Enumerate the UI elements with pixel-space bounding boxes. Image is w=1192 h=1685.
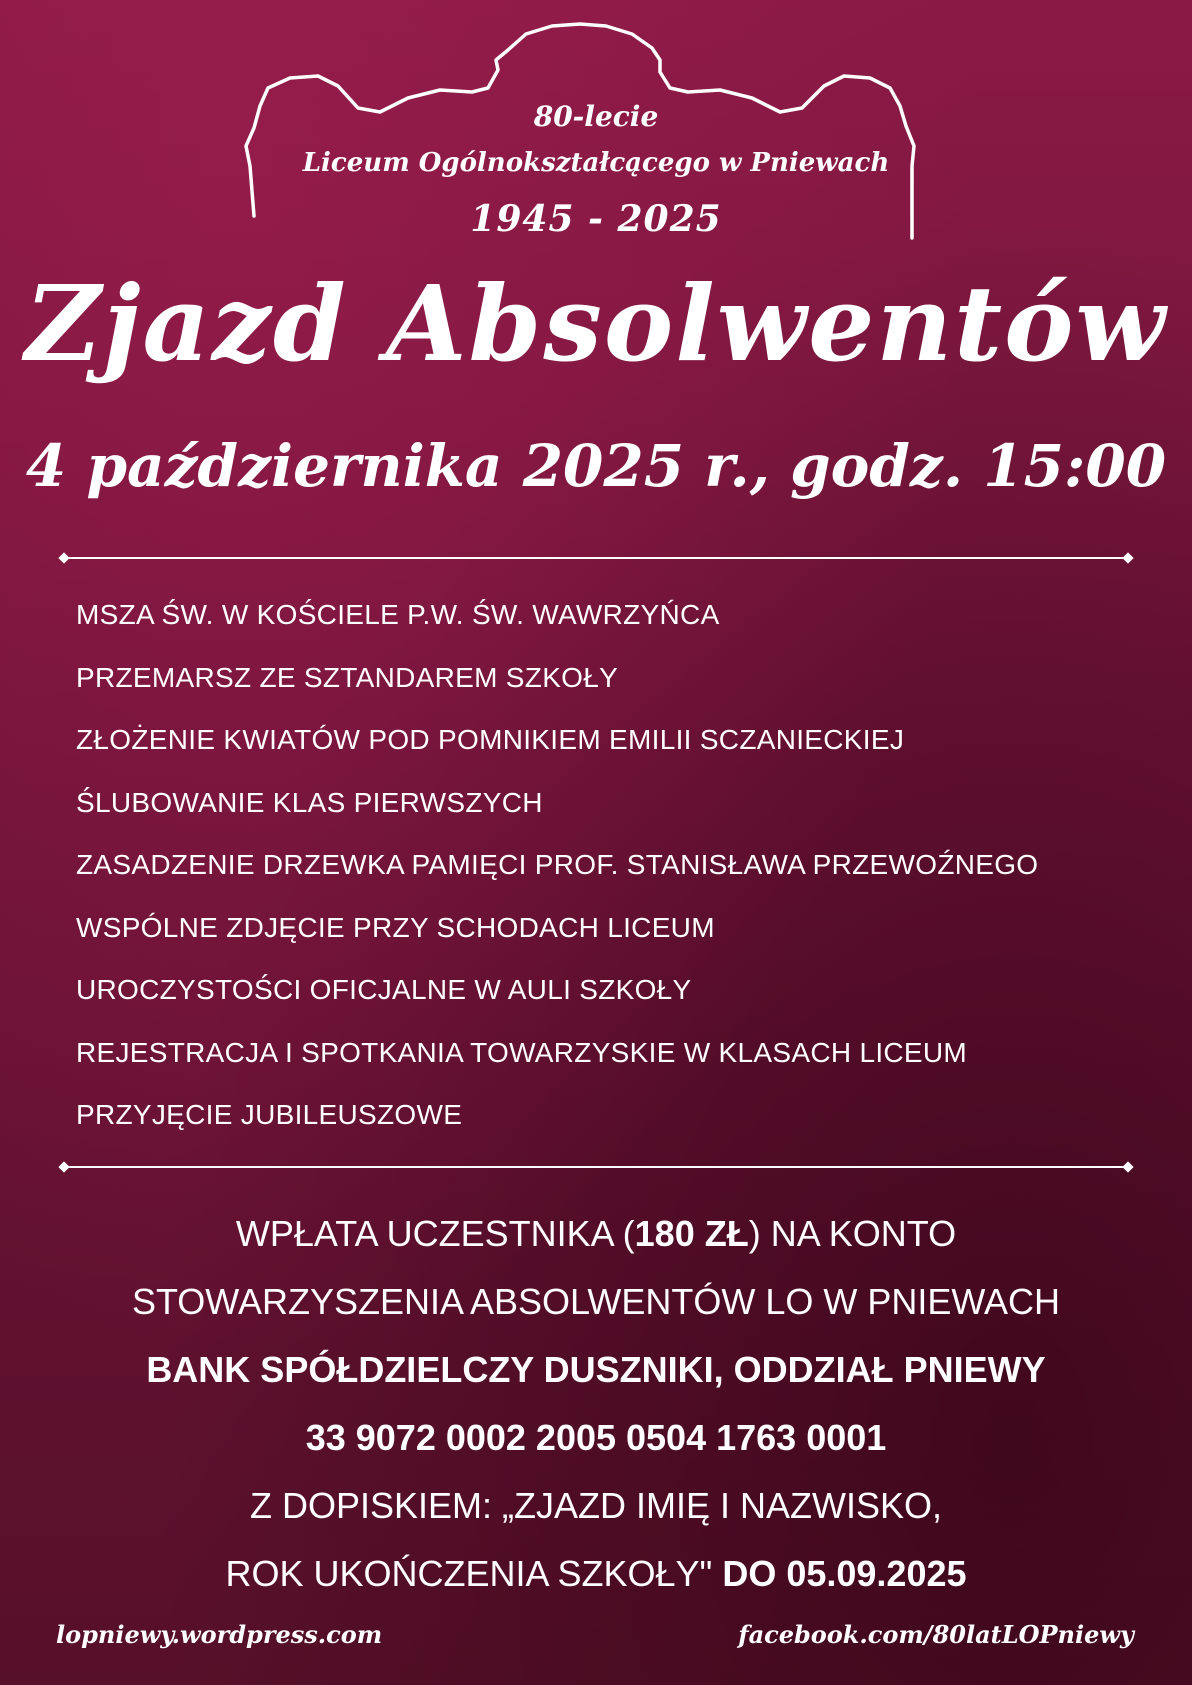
anniversary-label: 80-lecie: [533, 100, 659, 133]
transfer-note-line2: [0, 1540, 1192, 1608]
program-item: REJESTRACJA I SPOTKANIA TOWARZYSKIE W KLASACH LICEUM: [76, 1036, 968, 1068]
divider-bottom: [60, 1160, 1132, 1174]
transfer-note-text: ROK UKOŃCZENIA SZKOŁY": [225, 1553, 723, 1594]
program-item: ŚLUBOWANIE KLAS PIERWSZYCH: [76, 786, 543, 818]
program-item: ZŁOŻENIE KWIATÓW POD POMNIKIEM EMILII SCZANIECKIEJ: [76, 724, 905, 755]
transfer-note-line1: Z DOPISKIEM: „ZJAZD IMIĘ I NAZWISKO,: [249, 1485, 943, 1526]
payment-info: [0, 1200, 1192, 1608]
divider-line: [66, 557, 1126, 559]
program-item: PRZEMARSZ ZE SZTANDAREM SZKOŁY: [76, 661, 619, 693]
program-item: MSZA ŚW. W KOŚCIELE P.W. ŚW. WAWRZYŃCA: [76, 599, 720, 630]
diamond-icon: [58, 552, 69, 563]
page-title: Zjazd Absolwentów: [25, 262, 1167, 385]
facebook-link[interactable]: facebook.com/80latLOPniewy: [738, 1620, 1134, 1649]
diamond-icon: [1122, 1161, 1133, 1172]
account-number: 33 9072 0002 2005 0504 1763 0001: [305, 1417, 887, 1458]
school-name: Liceum Ogólnokształcącego w Pniewach: [302, 148, 890, 178]
website-link[interactable]: lopniewy.wordpress.com: [56, 1620, 383, 1649]
bank-name: BANK SPÓŁDZIELCZY DUSZNIKI, ODDZIAŁ PNIEWY: [146, 1349, 1046, 1390]
program-item: UROCZYSTOŚCI OFICJALNE W AULI SZKOŁY: [76, 974, 692, 1005]
divider-top: [60, 551, 1132, 565]
diamond-icon: [1122, 552, 1133, 563]
payment-fee-text-a: WPŁATA UCZESTNIKA (: [235, 1213, 635, 1254]
payment-deadline: DO 05.09.2025: [722, 1553, 967, 1594]
divider-line: [66, 1166, 1126, 1168]
program-item: WSPÓLNE ZDJĘCIE PRZY SCHODACH LICEUM: [76, 911, 715, 943]
diamond-icon: [58, 1161, 69, 1172]
program-list: [76, 590, 1136, 1153]
anniversary-years: 1945 - 2025: [470, 198, 722, 240]
program-item: PRZYJĘCIE JUBILEUSZOWE: [76, 1099, 463, 1130]
payment-fee-line: [0, 1200, 1192, 1268]
program-item: ZASADZENIE DRZEWKA PAMIĘCI PROF. STANISŁAWA PRZEWOŹNEGO: [76, 849, 1039, 880]
payment-amount: 180 ZŁ: [634, 1213, 749, 1254]
payment-fee-text-b: ) NA KONTO: [748, 1213, 957, 1254]
payment-recipient: STOWARZYSZENIA ABSOLWENTÓW LO W PNIEWACH: [131, 1281, 1061, 1322]
event-date: 4 października 2025 r., godz. 15:00: [25, 432, 1167, 500]
